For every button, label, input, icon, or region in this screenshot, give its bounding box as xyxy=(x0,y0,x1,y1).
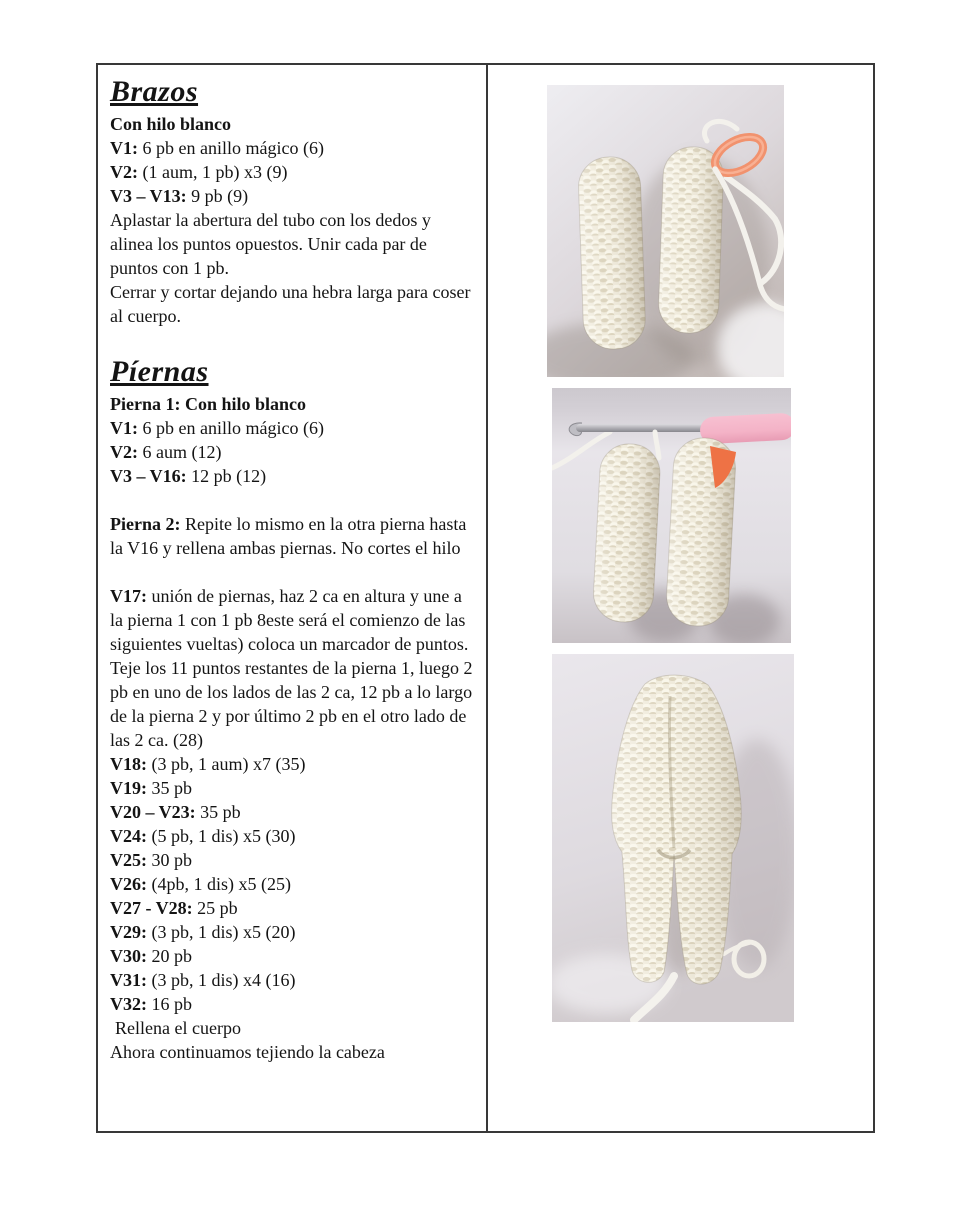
pierna2-paragraph: Pierna 2: Repite lo mismo en la otra pierna hasta la V16 y rellena ambas piernas. No cortes el hilo xyxy=(110,514,467,558)
round-line: V2: (1 aum, 1 pb) x3 (9) xyxy=(110,162,288,182)
closing-note: Ahora continuamos tejiendo la cabeza xyxy=(110,1042,385,1062)
section-title-piernas: Píernas xyxy=(110,355,209,388)
spacer xyxy=(110,488,476,512)
round-line: V19: 35 pb xyxy=(110,778,192,798)
pierna1-heading: Pierna 1: Con hilo blanco xyxy=(110,394,307,414)
round-line: V30: 20 pb xyxy=(110,946,192,966)
instruction-paragraph: Cerrar y cortar dejando una hebra larga para coser al cuerpo. xyxy=(110,282,471,326)
spacer xyxy=(110,560,476,584)
leg-tube-left xyxy=(592,443,661,624)
round-line: V25: 30 pb xyxy=(110,850,192,870)
round-line: V26: (4pb, 1 dis) x5 (25) xyxy=(110,874,291,894)
round-line: V1: 6 pb en anillo mágico (6) xyxy=(110,138,324,158)
spacer xyxy=(110,328,476,354)
section-title-brazos: Brazos xyxy=(110,75,199,108)
photos-column xyxy=(488,65,873,1131)
instruction-paragraph: Aplastar la abertura del tubo con los dedos y alinea los puntos opuestos. Unir cada par de puntos con 1 pb. xyxy=(110,210,431,278)
yarn-note: Con hilo blanco xyxy=(110,114,232,134)
closing-note: Rellena el cuerpo xyxy=(115,1018,241,1038)
round-line: V24: (5 pb, 1 dis) x5 (30) xyxy=(110,826,296,846)
round-line: V3 – V16: 12 pb (12) xyxy=(110,466,267,486)
arm-tube-left xyxy=(578,156,647,350)
photo-crochet-legs xyxy=(552,388,791,643)
v17-paragraph: V17: unión de piernas, haz 2 ca en altura y une a la pierna 1 con 1 pb 8este será el comienzo de las siguientes vueltas) coloca un marcador de puntos. Teje los 11 puntos restantes de la pierna 1, luego 2 pb en uno de los lados de las 2 ca, 12 pb a lo largo de la pierna 2 y por último 2 pb en el otro lado de las 2 ca. (28) xyxy=(110,586,473,750)
round-line: V2: 6 aum (12) xyxy=(110,442,222,462)
round-line: V18: (3 pb, 1 aum) x7 (35) xyxy=(110,754,306,774)
round-line: V29: (3 pb, 1 dis) x5 (20) xyxy=(110,922,296,942)
photo-crochet-arms xyxy=(547,85,784,377)
round-line: V27 - V28: 25 pb xyxy=(110,898,238,918)
round-line: V1: 6 pb en anillo mágico (6) xyxy=(110,418,324,438)
round-line: V32: 16 pb xyxy=(110,994,192,1014)
pattern-sheet xyxy=(96,63,875,1133)
hook-shaft xyxy=(576,424,708,432)
instructions-column xyxy=(98,65,488,1131)
round-line: V3 – V13: 9 pb (9) xyxy=(110,186,249,206)
arm-tube-right xyxy=(658,146,724,334)
round-line: V20 – V23: 35 pb xyxy=(110,802,241,822)
photo-crochet-body xyxy=(552,654,794,1022)
round-line: V31: (3 pb, 1 dis) x4 (16) xyxy=(110,970,296,990)
